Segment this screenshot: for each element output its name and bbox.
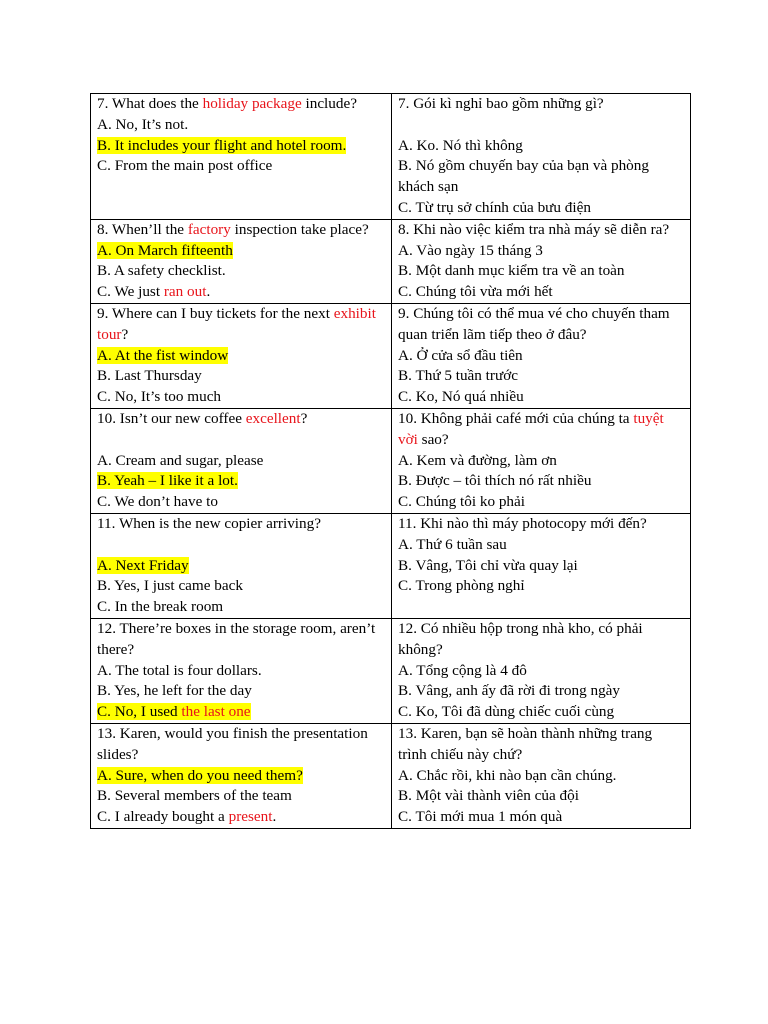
- text-line: [398, 702, 684, 723]
- english-cell: [91, 408, 392, 513]
- blank-line: [97, 430, 385, 451]
- text-segment: A. Tổng cộng là 4 đô: [398, 661, 527, 679]
- text-segment: A. Kem và đường, làm ơn: [398, 451, 557, 469]
- text-line: [398, 156, 684, 198]
- text-line: [97, 346, 385, 367]
- text-line: [398, 261, 684, 282]
- text-segment: B. Yes, I just came back: [97, 577, 243, 595]
- text-segment: A. Cream and sugar, please: [97, 451, 264, 469]
- text-line: [97, 786, 385, 807]
- text-line: [398, 681, 684, 702]
- text-segment: 9. Chúng tôi có thể mua vé cho chuyến tham quan triển lãm tiếp theo ở đâu?: [398, 304, 670, 343]
- text-segment: C. Ko, Nó quá nhiều: [398, 388, 524, 406]
- text-segment: A. Ở cửa sổ đầu tiên: [398, 346, 523, 364]
- text-segment: C. We don’t have to: [97, 493, 218, 511]
- text-segment: 13. Karen, would you finish the presentation slides?: [97, 724, 368, 763]
- text-segment: 7. Gói kì nghỉ bao gồm những gì?: [398, 95, 604, 112]
- keyword-text: the last one: [181, 703, 251, 721]
- text-line: [398, 451, 684, 472]
- vietnamese-cell: [392, 723, 691, 828]
- text-line: [97, 597, 385, 618]
- english-cell: [91, 723, 392, 828]
- text-line: [97, 115, 385, 136]
- text-line: [398, 619, 684, 661]
- text-line: [97, 220, 385, 241]
- text-line: [398, 198, 684, 219]
- keyword-text: tuyệt vời: [398, 409, 664, 448]
- text-line: [97, 409, 385, 430]
- text-line: [398, 807, 684, 828]
- keyword-text: ran out: [163, 283, 207, 301]
- vietnamese-cell: [392, 94, 691, 220]
- table-row: [91, 303, 691, 408]
- text-segment: B. Một vài thành viên của đội: [398, 787, 579, 805]
- text-segment: 9. Where can I buy tickets for the next: [97, 304, 334, 322]
- text-line: [398, 786, 684, 807]
- answer-highlight: A. Sure, when do you need them?: [97, 766, 303, 784]
- text-segment: include?: [301, 95, 357, 112]
- text-line: [97, 661, 385, 682]
- text-segment: ?: [121, 325, 129, 343]
- text-segment: C. I already bought a: [97, 808, 229, 826]
- answer-highlight: B. Yeah – I like it a lot.: [97, 472, 238, 490]
- text-segment: A. No, It’s not.: [97, 115, 189, 133]
- vietnamese-cell: [392, 219, 691, 303]
- translation-table: [90, 93, 691, 829]
- text-segment: A. Ko. Nó thì không: [398, 136, 523, 154]
- text-line: [97, 492, 385, 513]
- text-segment: B. Thứ 5 tuần trước: [398, 367, 518, 385]
- english-cell: [91, 303, 392, 408]
- text-line: [97, 387, 385, 408]
- text-segment: A. The total is four dollars.: [97, 661, 262, 679]
- answer-highlight: B. It includes your flight and hotel room.: [97, 136, 347, 154]
- text-line: [97, 136, 385, 157]
- text-line: [97, 514, 385, 535]
- text-line: [97, 807, 385, 828]
- text-line: [97, 282, 385, 303]
- text-segment: C. Từ trụ sở chính của bưu điện: [398, 198, 591, 216]
- text-line: [398, 409, 684, 451]
- text-line: [398, 492, 684, 513]
- text-segment: B. Vâng, Tôi chỉ vừa quay lại: [398, 556, 578, 574]
- text-segment: 12. Có nhiều hộp trong nhà kho, có phải không?: [398, 619, 643, 658]
- keyword-text: present: [228, 808, 273, 826]
- text-line: [97, 261, 385, 282]
- text-line: [97, 471, 385, 492]
- text-line: [398, 241, 684, 262]
- text-line: [97, 156, 385, 177]
- text-line: [97, 681, 385, 702]
- keyword-text: factory: [187, 220, 231, 238]
- text-segment: B. Được – tôi thích nó rất nhiều: [398, 472, 592, 490]
- text-line: [398, 304, 684, 346]
- text-line: [97, 304, 385, 346]
- table-row: [91, 408, 691, 513]
- text-segment: C. In the break room: [97, 598, 224, 616]
- text-segment: B. A safety checklist.: [97, 262, 226, 280]
- text-line: [398, 387, 684, 408]
- text-segment: C. Chúng tôi ko phải: [398, 493, 525, 511]
- text-segment: 10. Isn’t our new coffee: [97, 409, 246, 427]
- text-line: [398, 576, 684, 597]
- text-segment: C. From the main post office: [97, 157, 273, 175]
- blank-line: [398, 115, 684, 136]
- text-line: [398, 136, 684, 157]
- text-line: [398, 661, 684, 682]
- answer-highlight: A. Next Friday: [97, 556, 189, 574]
- keyword-text: holiday package: [202, 95, 302, 112]
- text-line: [97, 366, 385, 387]
- text-segment: C. Trong phòng nghỉ: [398, 577, 525, 595]
- text-line: [97, 94, 385, 115]
- text-segment: C. Chúng tôi vừa mới hết: [398, 283, 553, 301]
- text-segment: C. Ko, Tôi đã dùng chiếc cuối cùng: [398, 703, 615, 721]
- text-segment: B. Several members of the team: [97, 787, 292, 805]
- text-line: [97, 619, 385, 661]
- text-line: [398, 556, 684, 577]
- text-segment: A. Chắc rồi, khi nào bạn cần chúng.: [398, 766, 617, 784]
- text-segment: A. Vào ngày 15 tháng 3: [398, 241, 543, 259]
- text-line: [97, 576, 385, 597]
- table-row: [91, 219, 691, 303]
- blank-line: [97, 535, 385, 556]
- text-segment: B. Vâng, anh ấy đã rời đi trong ngày: [398, 682, 621, 700]
- text-segment: B. Last Thursday: [97, 367, 202, 385]
- text-segment: B. Nó gồm chuyến bay của bạn và phòng khách sạn: [398, 157, 649, 196]
- text-segment: 11. Khi nào thì máy photocopy mới đến?: [398, 514, 647, 532]
- text-line: [97, 702, 385, 723]
- vietnamese-cell: [392, 303, 691, 408]
- text-segment: 7. What does the: [97, 95, 203, 112]
- text-segment: 8. When’ll the: [97, 220, 188, 238]
- text-segment: B. Một danh mục kiểm tra về an toàn: [398, 262, 625, 280]
- english-cell: [91, 618, 392, 723]
- table-body: [91, 94, 691, 829]
- text-line: [398, 535, 684, 556]
- text-segment: 8. Khi nào việc kiểm tra nhà máy sẽ diễn ra?: [398, 220, 670, 238]
- text-line: [398, 366, 684, 387]
- text-segment: C. No, It’s too much: [97, 388, 222, 406]
- text-line: [398, 766, 684, 787]
- text-segment: C. Tôi mới mua 1 món quà: [398, 808, 563, 826]
- vietnamese-cell: [392, 408, 691, 513]
- text-line: [97, 556, 385, 577]
- text-line: [97, 451, 385, 472]
- answer-highlight: A. On March fifteenth: [97, 241, 233, 259]
- vietnamese-cell: [392, 618, 691, 723]
- text-segment: ?: [300, 409, 308, 427]
- text-segment: .: [272, 808, 277, 826]
- text-segment: .: [206, 283, 211, 301]
- text-line: [398, 724, 684, 766]
- text-line: [398, 94, 684, 115]
- table-row: [91, 723, 691, 828]
- text-segment: A. Thứ 6 tuần sau: [398, 535, 507, 553]
- text-line: [97, 766, 385, 787]
- english-cell: [91, 94, 392, 220]
- table-row: [91, 513, 691, 618]
- text-line: [398, 282, 684, 303]
- text-line: [398, 346, 684, 367]
- text-line: [398, 471, 684, 492]
- text-segment: B. Yes, he left for the day: [97, 682, 252, 700]
- keyword-text: excellent: [245, 409, 301, 427]
- table-row: [91, 94, 691, 220]
- text-segment: C. We just: [97, 283, 164, 301]
- text-segment: 12. There’re boxes in the storage room, aren’t there?: [97, 619, 376, 658]
- english-cell: [91, 219, 392, 303]
- english-cell: [91, 513, 392, 618]
- text-segment: inspection take place?: [230, 220, 369, 238]
- text-segment: 13. Karen, bạn sẽ hoàn thành những trang trình chiếu này chứ?: [398, 724, 653, 763]
- text-segment: 10. Không phải café mới của chúng ta: [398, 409, 634, 427]
- vietnamese-cell: [392, 513, 691, 618]
- text-line: [398, 514, 684, 535]
- text-segment: 11. When is the new copier arriving?: [97, 514, 321, 532]
- answer-highlight: C. No, I used: [97, 703, 182, 721]
- answer-highlight: A. At the fist window: [97, 346, 229, 364]
- table-row: [91, 618, 691, 723]
- text-line: [97, 241, 385, 262]
- text-line: [97, 724, 385, 766]
- text-segment: sao?: [417, 430, 449, 448]
- keyword-text: exhibit tour: [97, 304, 376, 343]
- text-line: [398, 220, 684, 241]
